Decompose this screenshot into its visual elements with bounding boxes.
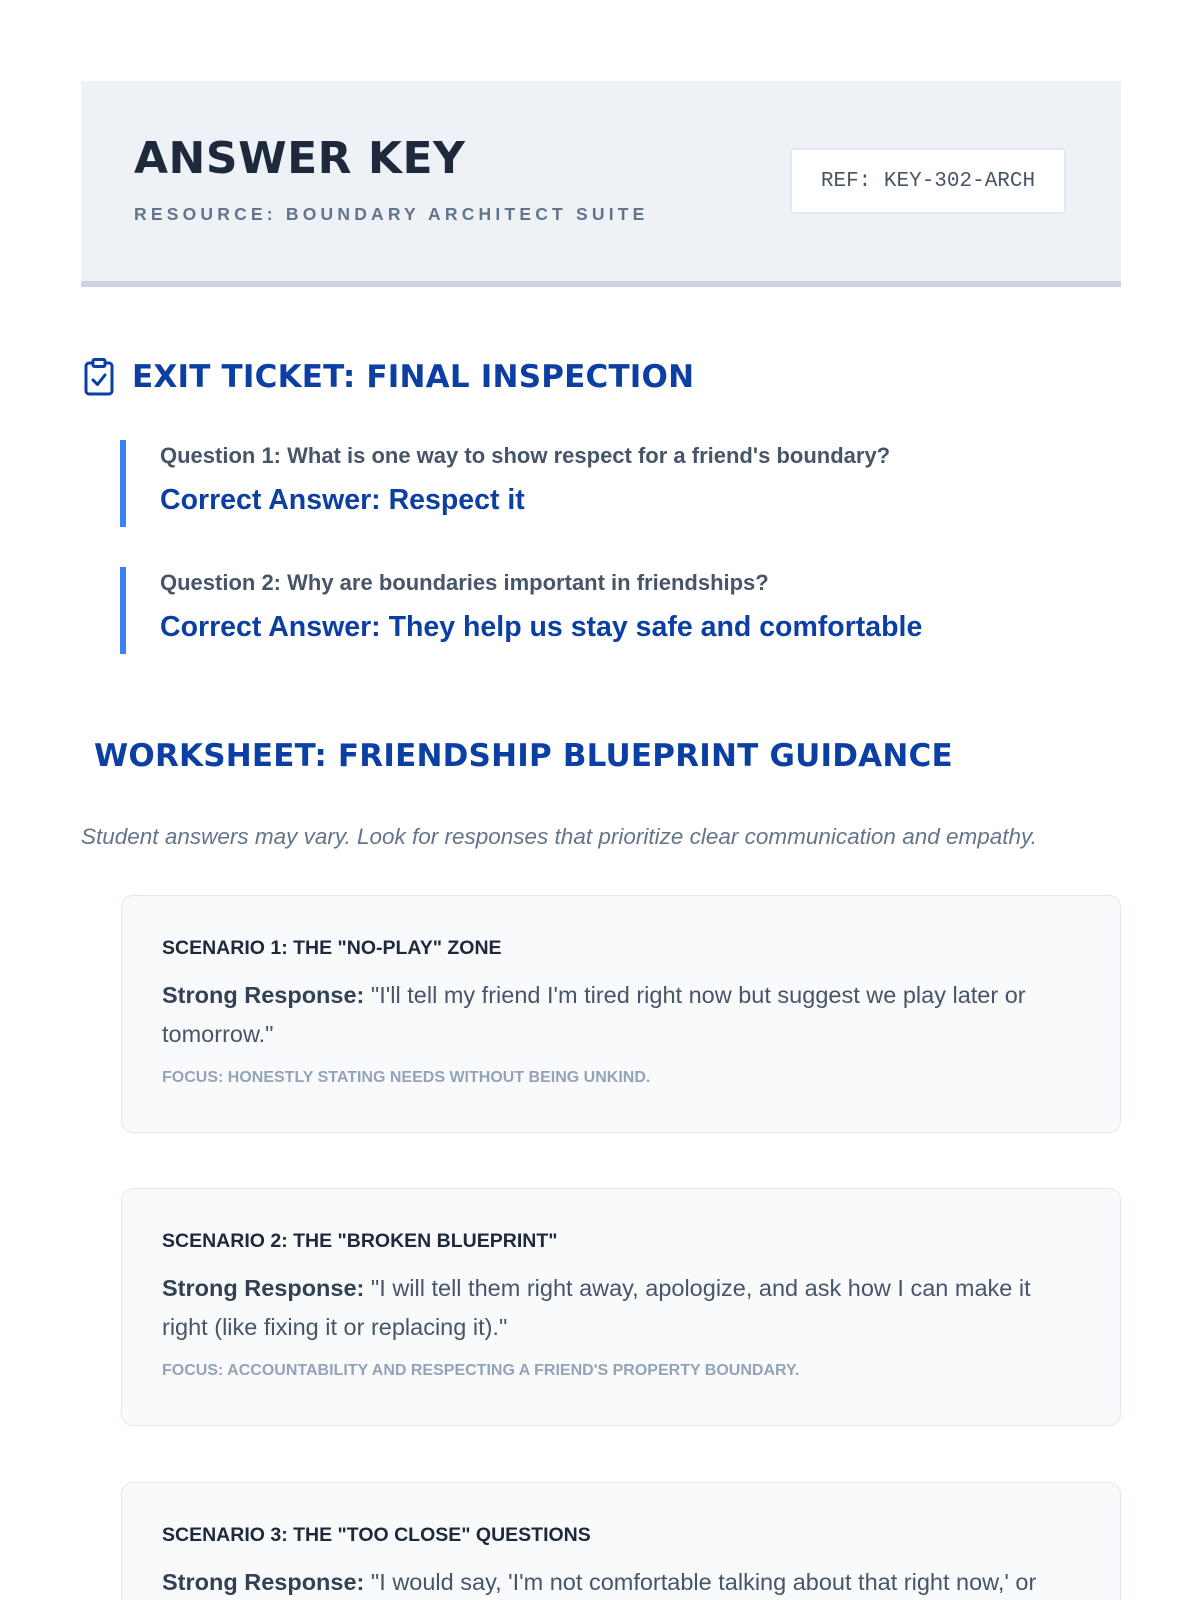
exit-question-2 xyxy=(120,567,1080,654)
exit-question-1 xyxy=(120,440,1080,527)
exit-ticket-heading xyxy=(83,357,694,397)
scenario-title: SCENARIO 2: THE "BROKEN BLUEPRINT" xyxy=(162,1230,558,1252)
clipboard-check-icon xyxy=(83,357,115,397)
page-subtitle: RESOURCE: BOUNDARY ARCHITECT SUITE xyxy=(134,204,649,224)
response-label: Strong Response: xyxy=(162,1275,365,1301)
response-label: Strong Response: xyxy=(162,982,365,1008)
worksheet-heading: WORKSHEET: FRIENDSHIP BLUEPRINT GUIDANCE xyxy=(94,738,953,774)
scenario-response xyxy=(162,1269,1082,1347)
question-text: Question 2: Why are boundaries important in friendships? xyxy=(160,570,769,595)
scenario-title: SCENARIO 3: THE "TOO CLOSE" QUESTIONS xyxy=(162,1524,591,1546)
correct-answer: Correct Answer: They help us stay safe and comfortable xyxy=(160,611,923,643)
scenario-card-1 xyxy=(121,895,1121,1133)
response-text: "I would say, 'I'm not comfortable talking about that right now,' or xyxy=(370,1569,1037,1595)
worksheet-note: Student answers may vary. Look for responses that prioritize clear communication and empathy. xyxy=(81,824,1037,849)
scenario-card-2 xyxy=(121,1188,1121,1426)
exit-ticket-heading-text: EXIT TICKET: FINAL INSPECTION xyxy=(132,359,695,395)
scenario-response xyxy=(162,976,1082,1054)
scenario-card-3 xyxy=(121,1482,1121,1600)
response-label: Strong Response: xyxy=(162,1569,365,1595)
response-text: "I'll tell my friend I'm tired right now but suggest we play later or tomorrow." xyxy=(162,982,1026,1047)
scenario-focus: FOCUS: ACCOUNTABILITY AND RESPECTING A FRIEND'S PROPERTY BOUNDARY. xyxy=(162,1362,800,1379)
response-text: "I will tell them right away, apologize, and ask how I can make it right (like fixing it or replacing it)." xyxy=(162,1275,1031,1340)
header-banner xyxy=(81,81,1121,287)
question-text: Question 1: What is one way to show respect for a friend's boundary? xyxy=(160,443,891,468)
reference-badge: REF: KEY-302-ARCH xyxy=(790,148,1066,214)
page-title: ANSWER KEY xyxy=(134,133,466,184)
correct-answer: Correct Answer: Respect it xyxy=(160,484,525,516)
scenario-title: SCENARIO 1: THE "NO-PLAY" ZONE xyxy=(162,937,502,959)
scenario-focus: FOCUS: HONESTLY STATING NEEDS WITHOUT BEING UNKIND. xyxy=(162,1069,651,1086)
scenario-response xyxy=(162,1563,1082,1600)
